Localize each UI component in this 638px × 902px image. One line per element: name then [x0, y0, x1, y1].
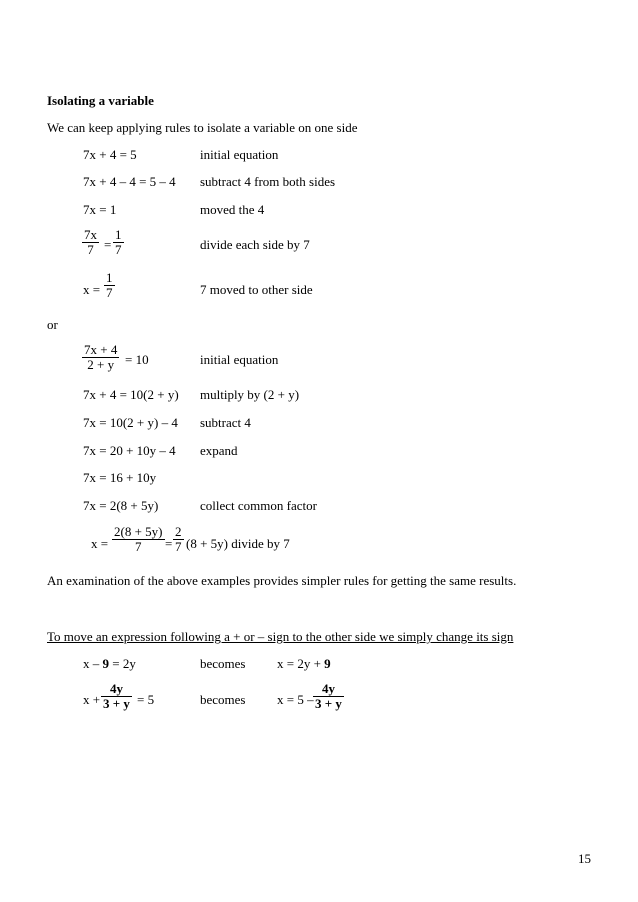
rule-example1-lhs: [83, 656, 136, 672]
intro-text: We can keep applying rules to isolate a variable on one side: [47, 120, 358, 135]
eq2-row7-x: x =: [91, 536, 109, 551]
fraction-denominator: 7: [87, 242, 94, 257]
eq1-row3-note: moved the 4: [200, 202, 265, 217]
summary-text: An examination of the above examples provides simpler rules for getting the same results.: [47, 573, 517, 588]
fraction-denominator: 2 + y: [87, 357, 115, 372]
fraction-denominator: 7: [135, 539, 142, 554]
fraction-numerator: 2: [175, 524, 182, 539]
eq2-row3-note: subtract 4: [200, 415, 251, 430]
fraction-denominator: 7: [175, 539, 182, 554]
eq1-row2-note: subtract 4 from both sides: [200, 174, 336, 189]
fraction-numerator: 1: [115, 227, 122, 242]
eq2-row1-note: initial equation: [200, 352, 279, 367]
eq1-row4-note: divide each side by 7: [200, 237, 310, 252]
eq2-row4: 7x = 20 + 10y – 4: [83, 443, 176, 458]
eq1-row2: 7x + 4 – 4 = 5 – 4: [83, 174, 176, 189]
rule-example1-rhs-b: 9: [324, 656, 331, 671]
rule-example1-lhs-a: x –: [83, 656, 103, 671]
rule-example1-rhs: [277, 656, 331, 672]
fraction-denominator: 3 + y: [315, 696, 342, 711]
eq2-row7-fraction: [112, 525, 165, 554]
equals-sign: =: [104, 237, 112, 252]
fraction-numerator: 4y: [109, 681, 123, 696]
eq2-row7-fraction-2: [173, 525, 184, 554]
rule-example2-fraction: [101, 682, 132, 711]
page-number: 15: [578, 851, 591, 866]
section-title: Isolating a variable: [47, 93, 154, 108]
rule-example2-result-x: x = 5 –: [277, 692, 314, 707]
fraction-numerator: 1: [106, 270, 113, 285]
eq1-row5-note: 7 moved to other side: [200, 282, 313, 297]
eq2-row2-note: multiply by (2 + y): [200, 387, 300, 402]
rule-example2-result-fraction: [313, 682, 344, 711]
rule-example1-lhs-c: = 2y: [109, 656, 136, 671]
rule-example1-becomes: becomes: [200, 656, 246, 671]
rule-example1-lhs-b: 9: [102, 656, 109, 671]
eq1-row1-note: initial equation: [200, 147, 279, 162]
rule-example1-rhs-a: x = 2y +: [277, 656, 325, 671]
eq1-row5-x: x =: [83, 282, 101, 297]
eq1-row3: 7x = 1: [83, 202, 117, 217]
rule-example2-x: x +: [83, 692, 101, 707]
eq2-row1-fraction: [82, 343, 119, 372]
eq2-row6-note: collect common factor: [200, 498, 317, 513]
or-label: or: [47, 317, 58, 332]
rule-text: To move an expression following a + or – sign to the other side we simply change its sign: [47, 629, 514, 644]
rule-example2-becomes: becomes: [200, 692, 246, 707]
eq1-row4-lhs-fraction: [82, 228, 99, 257]
fraction-numerator: 4y: [321, 681, 335, 696]
fraction-numerator: 2(8 + 5y): [114, 524, 163, 539]
eq2-row4-note: expand: [200, 443, 238, 458]
fraction-denominator: 7: [115, 242, 122, 257]
fraction-numerator: 7x: [84, 227, 97, 242]
eq2-row1-rhs: = 10: [125, 352, 149, 367]
fraction-denominator: 7: [106, 285, 113, 300]
eq2-row6: 7x = 2(8 + 5y): [83, 498, 159, 513]
eq2-row5: 7x = 16 + 10y: [83, 470, 157, 485]
eq2-row2: 7x + 4 = 10(2 + y): [83, 387, 179, 402]
eq1-row1: 7x + 4 = 5: [83, 147, 137, 162]
eq2-row3: 7x = 10(2 + y) – 4: [83, 415, 178, 430]
equals-sign: =: [165, 536, 173, 551]
fraction-numerator: 7x + 4: [84, 342, 118, 357]
eq1-row5-fraction: [104, 271, 115, 300]
fraction-denominator: 3 + y: [103, 696, 130, 711]
rule-example2-rhs: = 5: [137, 692, 155, 707]
eq1-row4-rhs-fraction: [113, 228, 124, 257]
eq2-row7-tail: (8 + 5y) divide by 7: [186, 536, 290, 551]
